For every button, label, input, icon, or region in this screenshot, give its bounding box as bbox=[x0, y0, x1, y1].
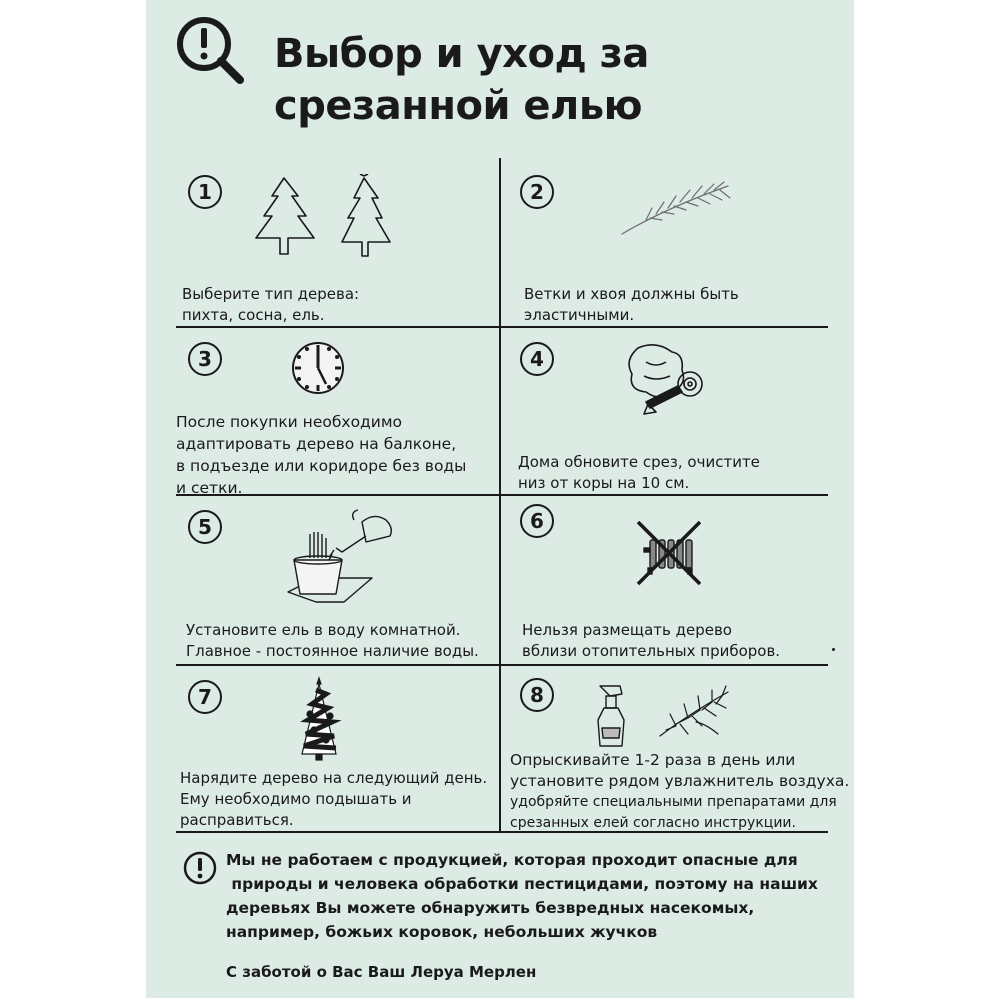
exclamation-icon bbox=[182, 850, 218, 886]
step-text bbox=[510, 750, 849, 834]
step-line: в подъезде или коридоре без воды bbox=[176, 457, 467, 475]
step-line: Ему необходимо подышать и bbox=[180, 790, 412, 808]
step-number: 7 bbox=[188, 680, 222, 714]
step-text bbox=[522, 620, 780, 662]
step-text bbox=[518, 452, 760, 494]
step-line: Выберите тип дерева: bbox=[182, 285, 360, 303]
step-line: эластичными. bbox=[524, 306, 635, 324]
title-line-2: срезанной елью bbox=[274, 83, 643, 129]
step-line: Нельзя размещать дерево bbox=[522, 621, 732, 639]
step-number: 6 bbox=[520, 504, 554, 538]
step-line: низ от коры на 10 см. bbox=[518, 474, 690, 492]
notice-text bbox=[226, 848, 818, 944]
step-line: Установите ель в воду комнатной. bbox=[186, 621, 461, 639]
pine-branch-icon bbox=[656, 684, 732, 742]
step-line: Дома обновите срез, очистите bbox=[518, 453, 760, 471]
page-title bbox=[274, 28, 834, 132]
notice-line: деревьях Вы можете обнаружить безвредных насекомых, bbox=[226, 899, 755, 917]
step-line: и сетки. bbox=[176, 479, 243, 497]
step-number: 1 bbox=[188, 175, 222, 209]
signature: С заботой о Вас Ваш Леруа Мерлен bbox=[226, 963, 537, 981]
watering-can-icon bbox=[282, 508, 402, 608]
step-number: 8 bbox=[520, 678, 554, 712]
branch-icon bbox=[616, 172, 736, 238]
title-line-1: Выбор и уход за bbox=[274, 31, 649, 77]
fir-trees-icon bbox=[246, 174, 406, 262]
step-line: После покупки необходимо bbox=[176, 413, 403, 431]
step-line: Главное - постоянное наличие воды. bbox=[186, 642, 479, 660]
saw-log-icon bbox=[626, 342, 708, 420]
step-text bbox=[176, 411, 466, 499]
search-alert-icon bbox=[174, 14, 246, 86]
clock-icon bbox=[290, 340, 346, 396]
step-line: расправиться. bbox=[180, 811, 294, 829]
step-number: 4 bbox=[520, 342, 554, 376]
step-line: адаптировать дерево на балконе, bbox=[176, 435, 457, 453]
step-text bbox=[524, 284, 739, 326]
step-line: установите рядом увлажнитель воздуха. bbox=[510, 772, 850, 790]
no-radiator-icon bbox=[634, 518, 704, 588]
step-number: 2 bbox=[520, 175, 554, 209]
step-text bbox=[182, 284, 359, 326]
stray-dot bbox=[832, 648, 835, 651]
step-number: 5 bbox=[188, 510, 222, 544]
step-line: Опрыскивайте 1-2 раза в день или bbox=[510, 751, 796, 769]
step-text bbox=[186, 620, 479, 662]
step-line: пихта, сосна, ель. bbox=[182, 306, 325, 324]
step-text bbox=[180, 768, 487, 831]
step-number: 3 bbox=[188, 342, 222, 376]
info-sheet bbox=[146, 0, 854, 998]
step-line: Ветки и хвоя должны быть bbox=[524, 285, 739, 303]
step-line: удобряйте специальными препаратами для bbox=[510, 794, 837, 810]
grid-divider bbox=[176, 326, 828, 328]
step-line: Нарядите дерево на следующий день. bbox=[180, 769, 488, 787]
grid-divider bbox=[176, 664, 828, 666]
decorated-tree-icon bbox=[296, 674, 342, 764]
notice-line: например, божьих коровок, небольших жучков bbox=[226, 923, 658, 941]
spray-bottle-icon bbox=[592, 680, 632, 750]
step-line: срезанных елей согласно инструкции. bbox=[510, 815, 796, 831]
step-line: вблизи отопительных приборов. bbox=[522, 642, 781, 660]
notice-line: Мы не работаем с продукцией, которая проходит опасные для bbox=[226, 851, 798, 869]
notice-line: природы и человека обработки пестицидами, поэтому на наших bbox=[226, 875, 818, 893]
